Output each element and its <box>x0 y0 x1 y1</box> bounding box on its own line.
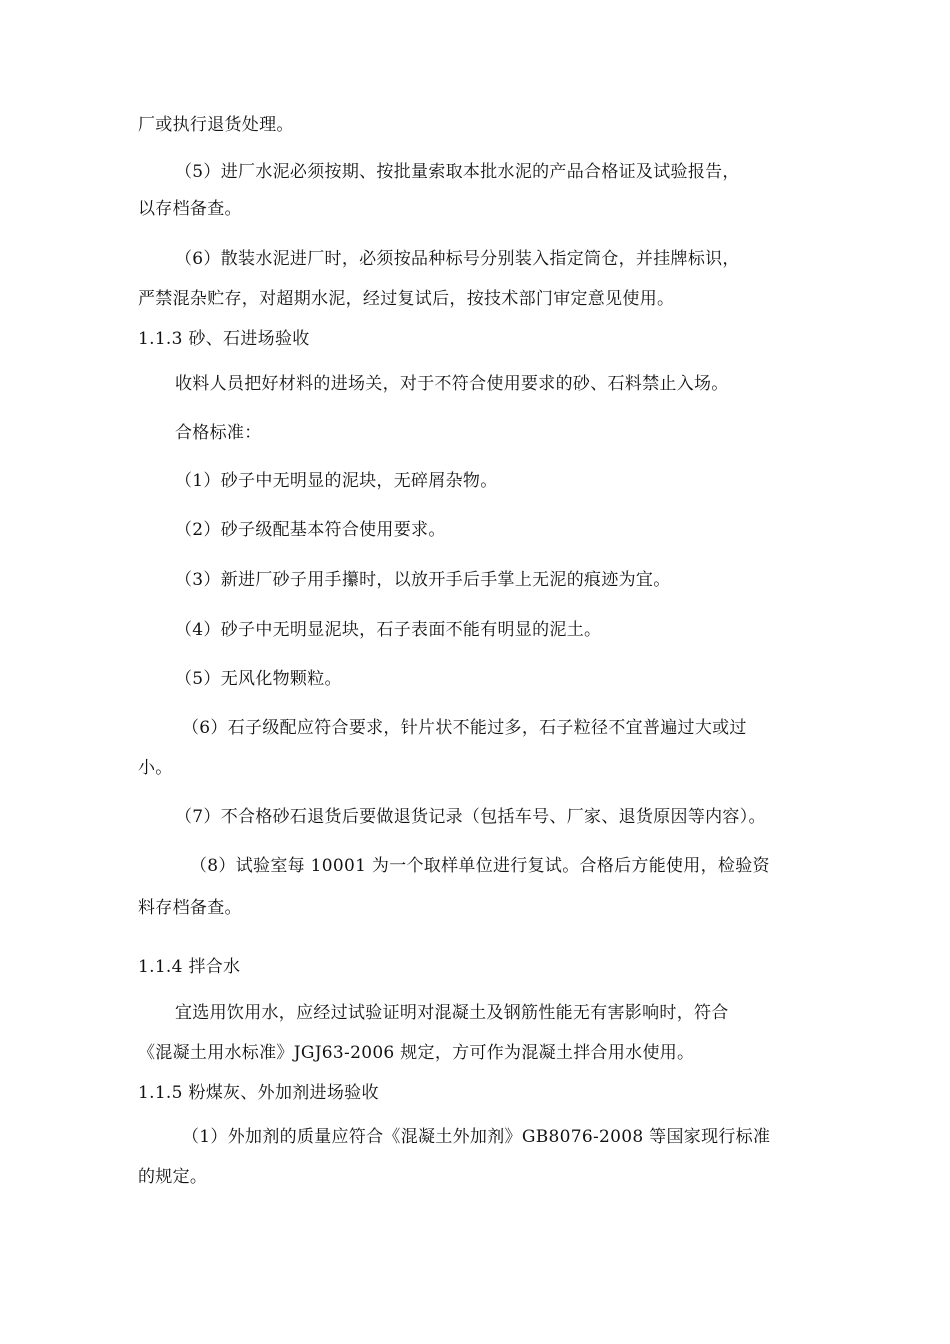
section-heading-1-1-5: 1.1.5 粉煤灰、外加剂进场验收 <box>138 1083 379 1103</box>
list-item-6-line1: （6）石子级配应符合要求，针片状不能过多，石子粒径不宜普遍过大或过 <box>182 718 747 738</box>
paragraph-admixture-line1: （1）外加剂的质量应符合《混凝土外加剂》GB8076-2008 等国家现行标准 <box>182 1127 771 1147</box>
paragraph-admixture-line2: 的规定。 <box>138 1167 208 1187</box>
paragraph-continuation: 厂或执行退货处理。 <box>138 115 294 135</box>
list-item-8-line2: 料存档备查。 <box>138 898 242 918</box>
paragraph-cement-6-line2: 严禁混杂贮存，对超期水泥，经过复试后，按技术部门审定意见使用。 <box>138 289 675 309</box>
paragraph-cement-5-line2: 以存档备查。 <box>138 199 242 219</box>
section-heading-1-1-3: 1.1.3 砂、石进场验收 <box>138 329 310 349</box>
list-item-2: （2）砂子级配基本符合使用要求。 <box>175 520 446 540</box>
paragraph-water-line2: 《混凝土用水标准》JGJ63-2006 规定，方可作为混凝土拌合用水使用。 <box>138 1043 695 1063</box>
paragraph-intake: 收料人员把好材料的进场关，对于不符合使用要求的砂、石料禁止入场。 <box>175 374 729 394</box>
list-item-6-line2: 小。 <box>138 758 173 778</box>
list-item-3: （3）新进厂砂子用手攥时，以放开手后手掌上无泥的痕迹为宜。 <box>175 570 671 590</box>
list-item-5: （5）无风化物颗粒。 <box>175 669 342 689</box>
paragraph-cement-6-line1: （6）散装水泥进厂时，必须按品种标号分别装入指定筒仓，并挂牌标识， <box>175 249 740 269</box>
list-item-8-line1: （8）试验室每 10001 为一个取样单位进行复试。合格后方能使用，检验资 <box>190 856 770 876</box>
paragraph-water-line1: 宜选用饮用水，应经过试验证明对混凝土及钢筋性能无有害影响时，符合 <box>175 1003 729 1023</box>
qualification-standard-label: 合格标准： <box>175 423 262 443</box>
list-item-1: （1）砂子中无明显的泥块，无碎屑杂物。 <box>175 471 498 491</box>
section-heading-1-1-4: 1.1.4 拌合水 <box>138 957 241 977</box>
list-item-7: （7）不合格砂石退货后要做退货记录（包括车号、厂家、退货原因等内容）。 <box>175 807 766 827</box>
paragraph-cement-5-line1: （5）进厂水泥必须按期、按批量索取本批水泥的产品合格证及试验报告， <box>175 162 740 182</box>
list-item-4: （4）砂子中无明显泥块，石子表面不能有明显的泥土。 <box>175 620 602 640</box>
